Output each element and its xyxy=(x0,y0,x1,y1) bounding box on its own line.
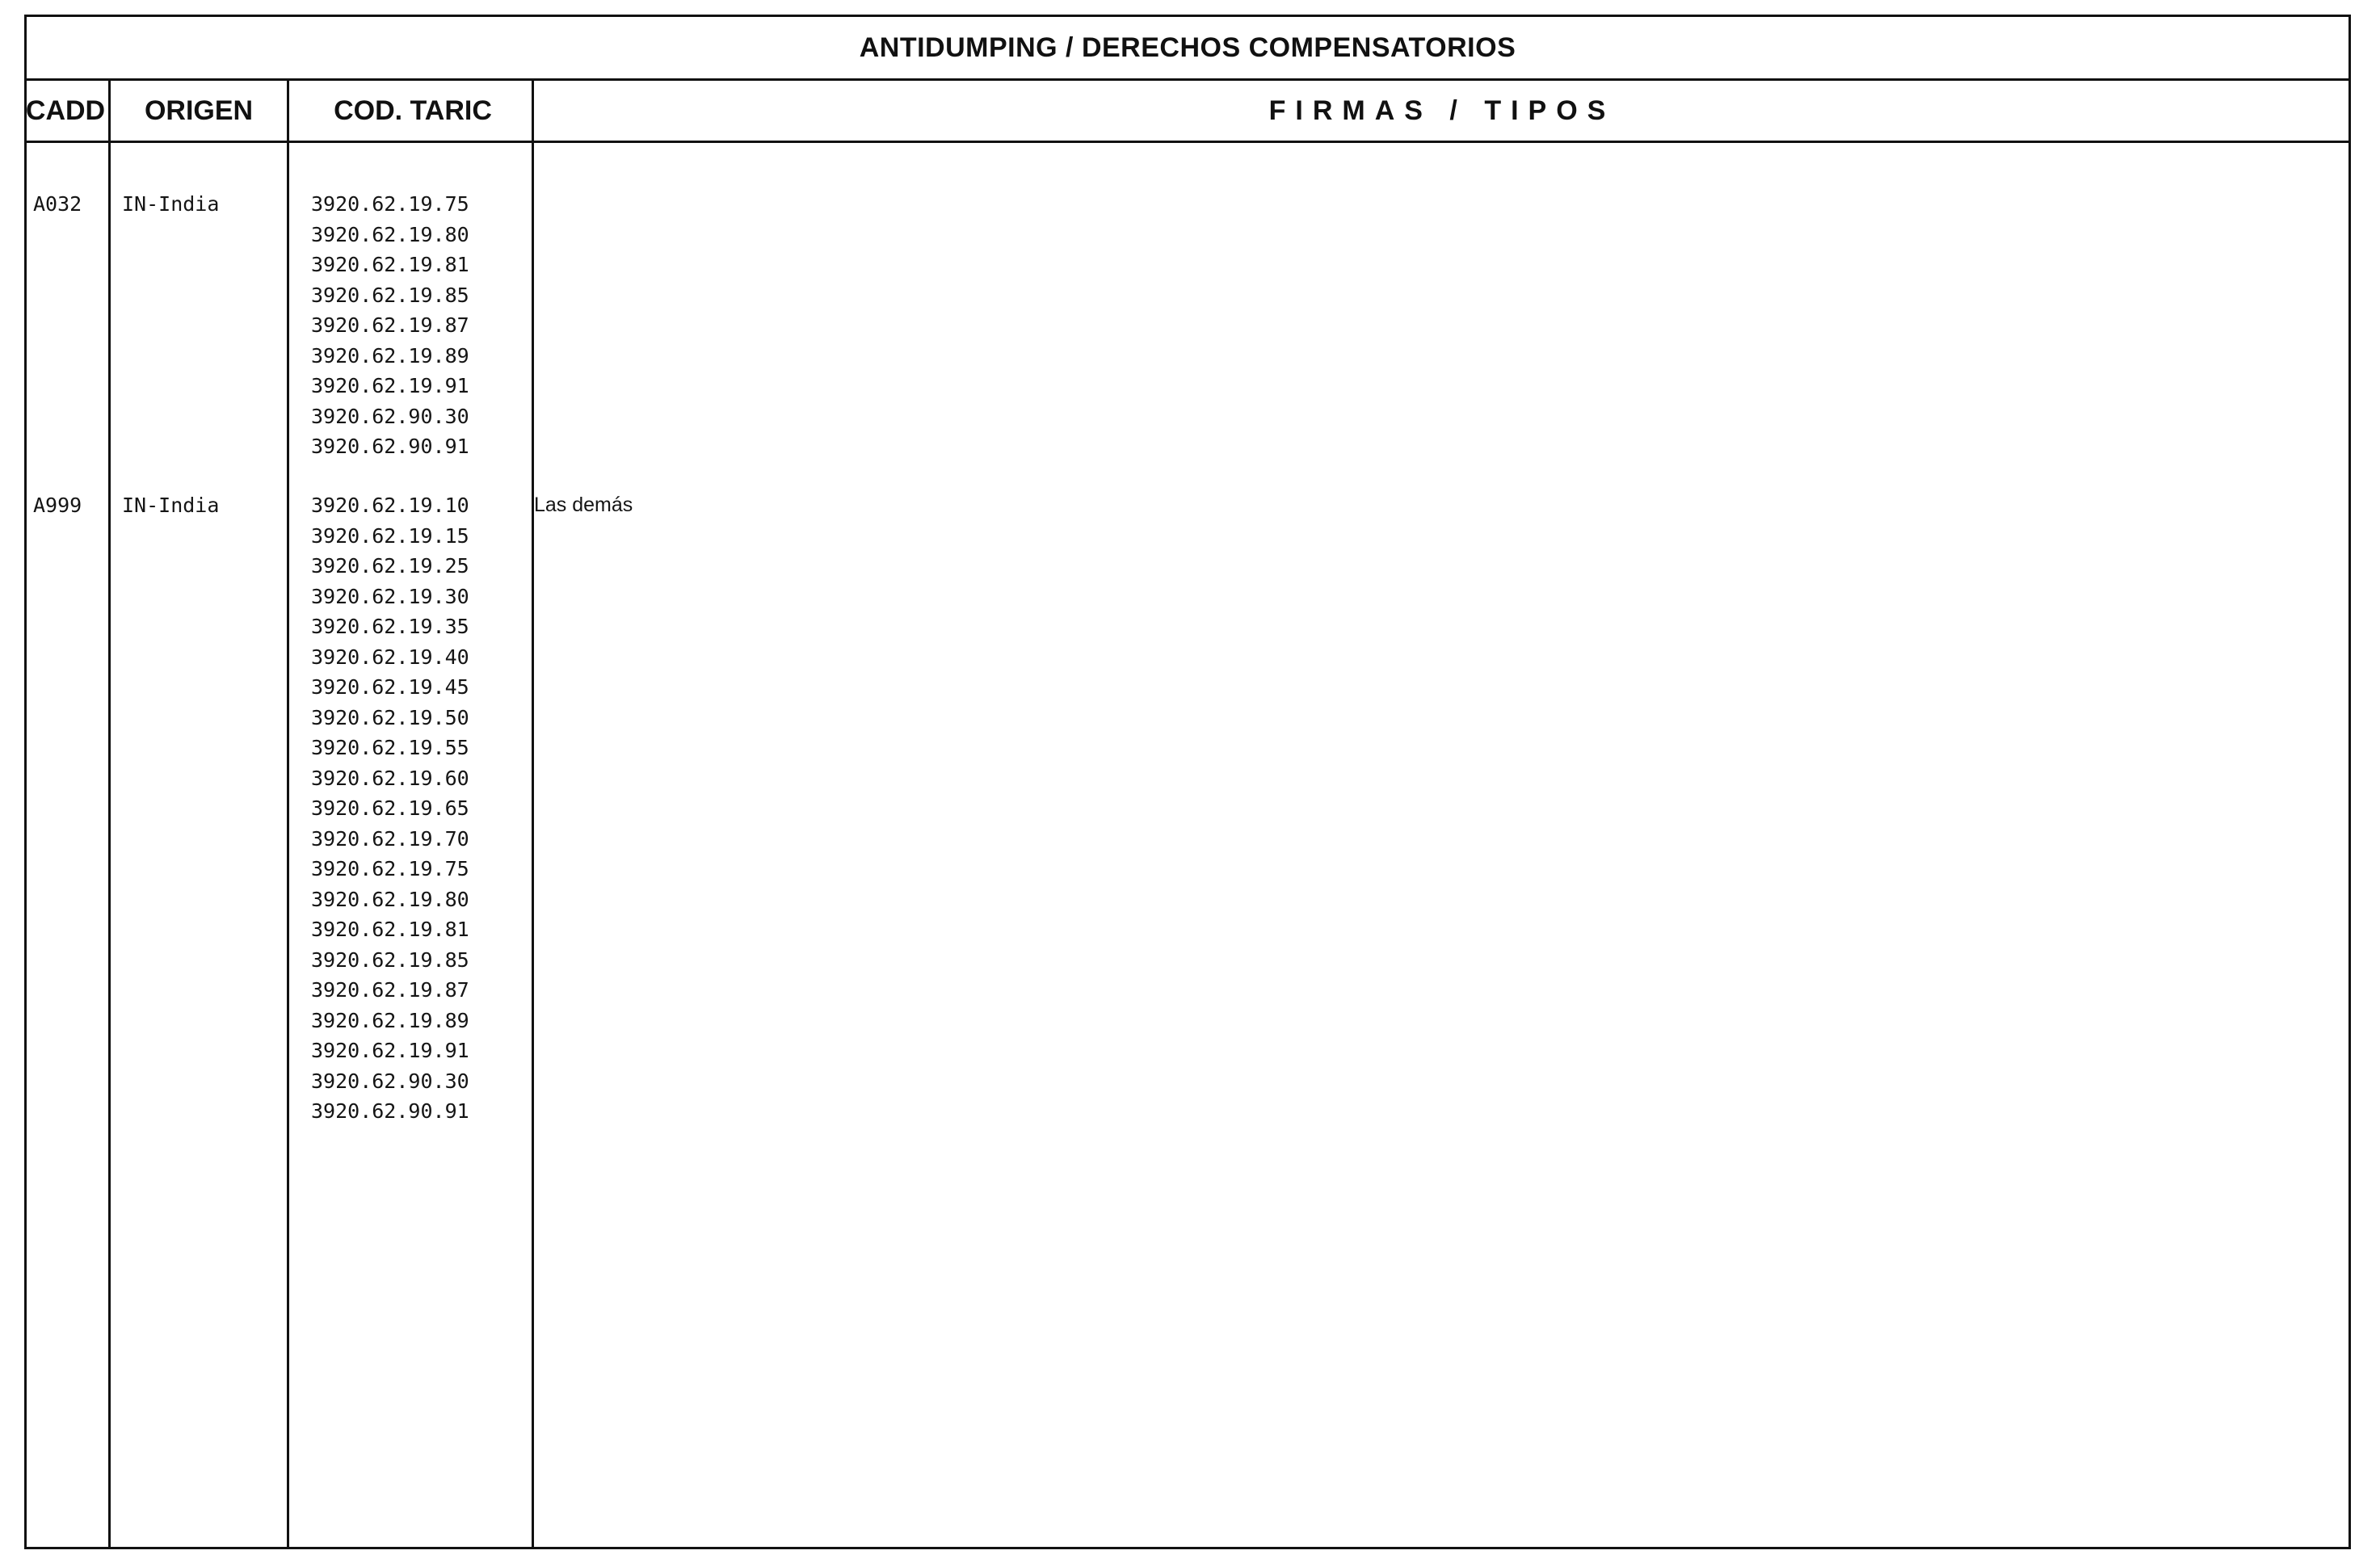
taric-code: 3920.62.19.25 xyxy=(311,554,469,578)
taric-code: 3920.62.19.35 xyxy=(311,615,469,638)
taric-code: 3920.62.90.91 xyxy=(311,1099,469,1123)
origen-cell: IN-India xyxy=(122,192,220,216)
taric-code: 3920.62.19.80 xyxy=(311,887,469,911)
taric-code: 3920.62.19.70 xyxy=(311,826,469,851)
taric-code: 3920.62.19.15 xyxy=(311,523,469,548)
taric-code: 3920.62.19.80 xyxy=(311,222,469,246)
taric-code: 3920.62.19.91 xyxy=(311,1039,469,1062)
origen-cell: IN-India xyxy=(122,494,220,517)
column-header-firmas-tipos: FIRMAS / TIPOS xyxy=(1268,95,1616,126)
taric-code-list xyxy=(311,189,469,462)
duties-table xyxy=(24,15,2351,1549)
taric-code: 3920.62.19.55 xyxy=(311,736,469,759)
taric-code: 3920.62.90.91 xyxy=(311,435,469,458)
taric-code: 3920.62.19.91 xyxy=(311,374,469,397)
taric-code: 3920.62.90.30 xyxy=(311,1069,469,1093)
taric-code: 3920.62.19.81 xyxy=(311,918,469,941)
taric-code: 3920.62.19.75 xyxy=(311,192,469,216)
taric-code: 3920.62.19.40 xyxy=(311,645,469,669)
table-title: ANTIDUMPING / DERECHOS COMPENSATORIOS xyxy=(27,17,2348,81)
taric-code: 3920.62.19.87 xyxy=(311,978,469,1002)
taric-code: 3920.62.19.89 xyxy=(311,343,469,368)
taric-code: 3920.62.19.10 xyxy=(311,494,469,517)
column-header-row xyxy=(27,81,2348,143)
taric-code: 3920.62.19.50 xyxy=(311,705,469,729)
table-body xyxy=(27,143,2348,1549)
taric-code: 3920.62.19.65 xyxy=(311,796,469,820)
taric-code: 3920.62.19.87 xyxy=(311,313,469,337)
taric-code-list xyxy=(311,490,469,1127)
taric-code: 3920.62.19.81 xyxy=(311,253,469,276)
taric-code: 3920.62.19.30 xyxy=(311,584,469,608)
taric-code: 3920.62.19.45 xyxy=(311,675,469,699)
cadd-cell: A032 xyxy=(33,192,82,216)
taric-code: 3920.62.19.89 xyxy=(311,1008,469,1032)
taric-code: 3920.62.19.75 xyxy=(311,857,469,880)
firmas-cell: Las demás xyxy=(534,494,633,516)
column-header-origen: ORIGEN xyxy=(144,95,254,126)
cadd-cell: A999 xyxy=(33,494,82,517)
taric-code: 3920.62.90.30 xyxy=(311,404,469,428)
taric-code: 3920.62.19.85 xyxy=(311,947,469,972)
taric-code: 3920.62.19.85 xyxy=(311,283,469,307)
column-header-cod-taric: COD. TARIC xyxy=(334,95,492,126)
column-header-cadd: CADD xyxy=(25,95,106,126)
taric-code: 3920.62.19.60 xyxy=(311,766,469,790)
